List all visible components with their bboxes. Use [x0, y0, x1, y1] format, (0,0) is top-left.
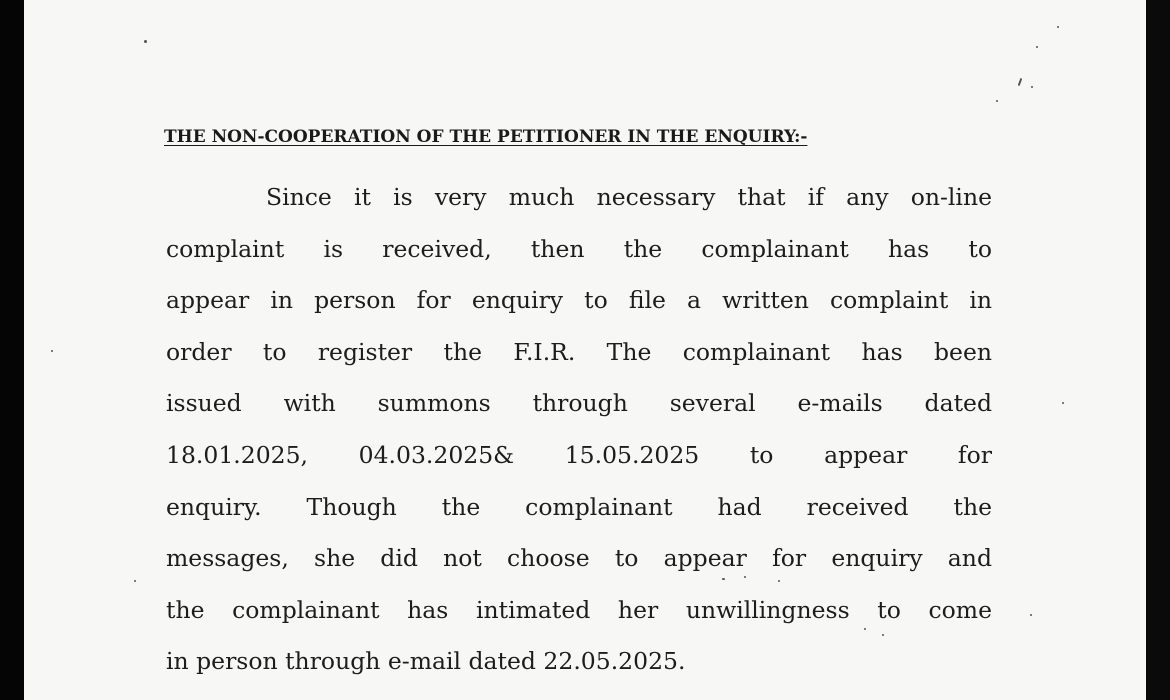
scan-speck: [51, 350, 53, 352]
scan-speck: [1036, 46, 1038, 48]
scan-speck: [1018, 78, 1023, 86]
paragraph-line: Since it is very much necessary that if any on-line: [266, 183, 992, 211]
scan-speck: [882, 634, 884, 636]
section-heading: THE NON-COOPERATION OF THE PETITIONER IN THE ENQUIRY:-: [164, 127, 808, 147]
paragraph-line: the complainant has intimated her unwillingness to come: [166, 595, 992, 624]
scan-speck: [1057, 26, 1059, 28]
scan-speck: [134, 580, 136, 582]
scan-speck: [1031, 86, 1033, 88]
scan-speck: [864, 628, 866, 630]
scan-speck: [144, 40, 147, 43]
scan-border: [1146, 0, 1170, 700]
scan-speck: [744, 576, 746, 578]
scan-speck: [722, 578, 725, 580]
scan-speck: [778, 580, 780, 582]
paragraph-line: messages, she did not choose to appear for enquiry and: [166, 544, 992, 573]
paragraph-line: in person through e-mail dated 22.05.2025.: [166, 647, 686, 676]
paragraph-line: appear in person for enquiry to file a written complaint in: [166, 286, 992, 315]
scan-speck: [996, 100, 998, 102]
paragraph-line: 18.01.2025, 04.03.2025& 15.05.2025 to appear for: [166, 440, 992, 469]
paragraph-line: complaint is received, then the complainant has to: [166, 234, 992, 263]
scan-speck: [1062, 402, 1064, 404]
paragraph-line: order to register the F.I.R. The complainant has been: [166, 337, 992, 366]
document-page: [24, 0, 1146, 700]
body-paragraph: [166, 172, 992, 688]
scan-speck: [1030, 614, 1032, 616]
paragraph-line: issued with summons through several e-mails dated: [166, 389, 992, 418]
paragraph-line: enquiry. Though the complainant had received the: [166, 492, 992, 521]
